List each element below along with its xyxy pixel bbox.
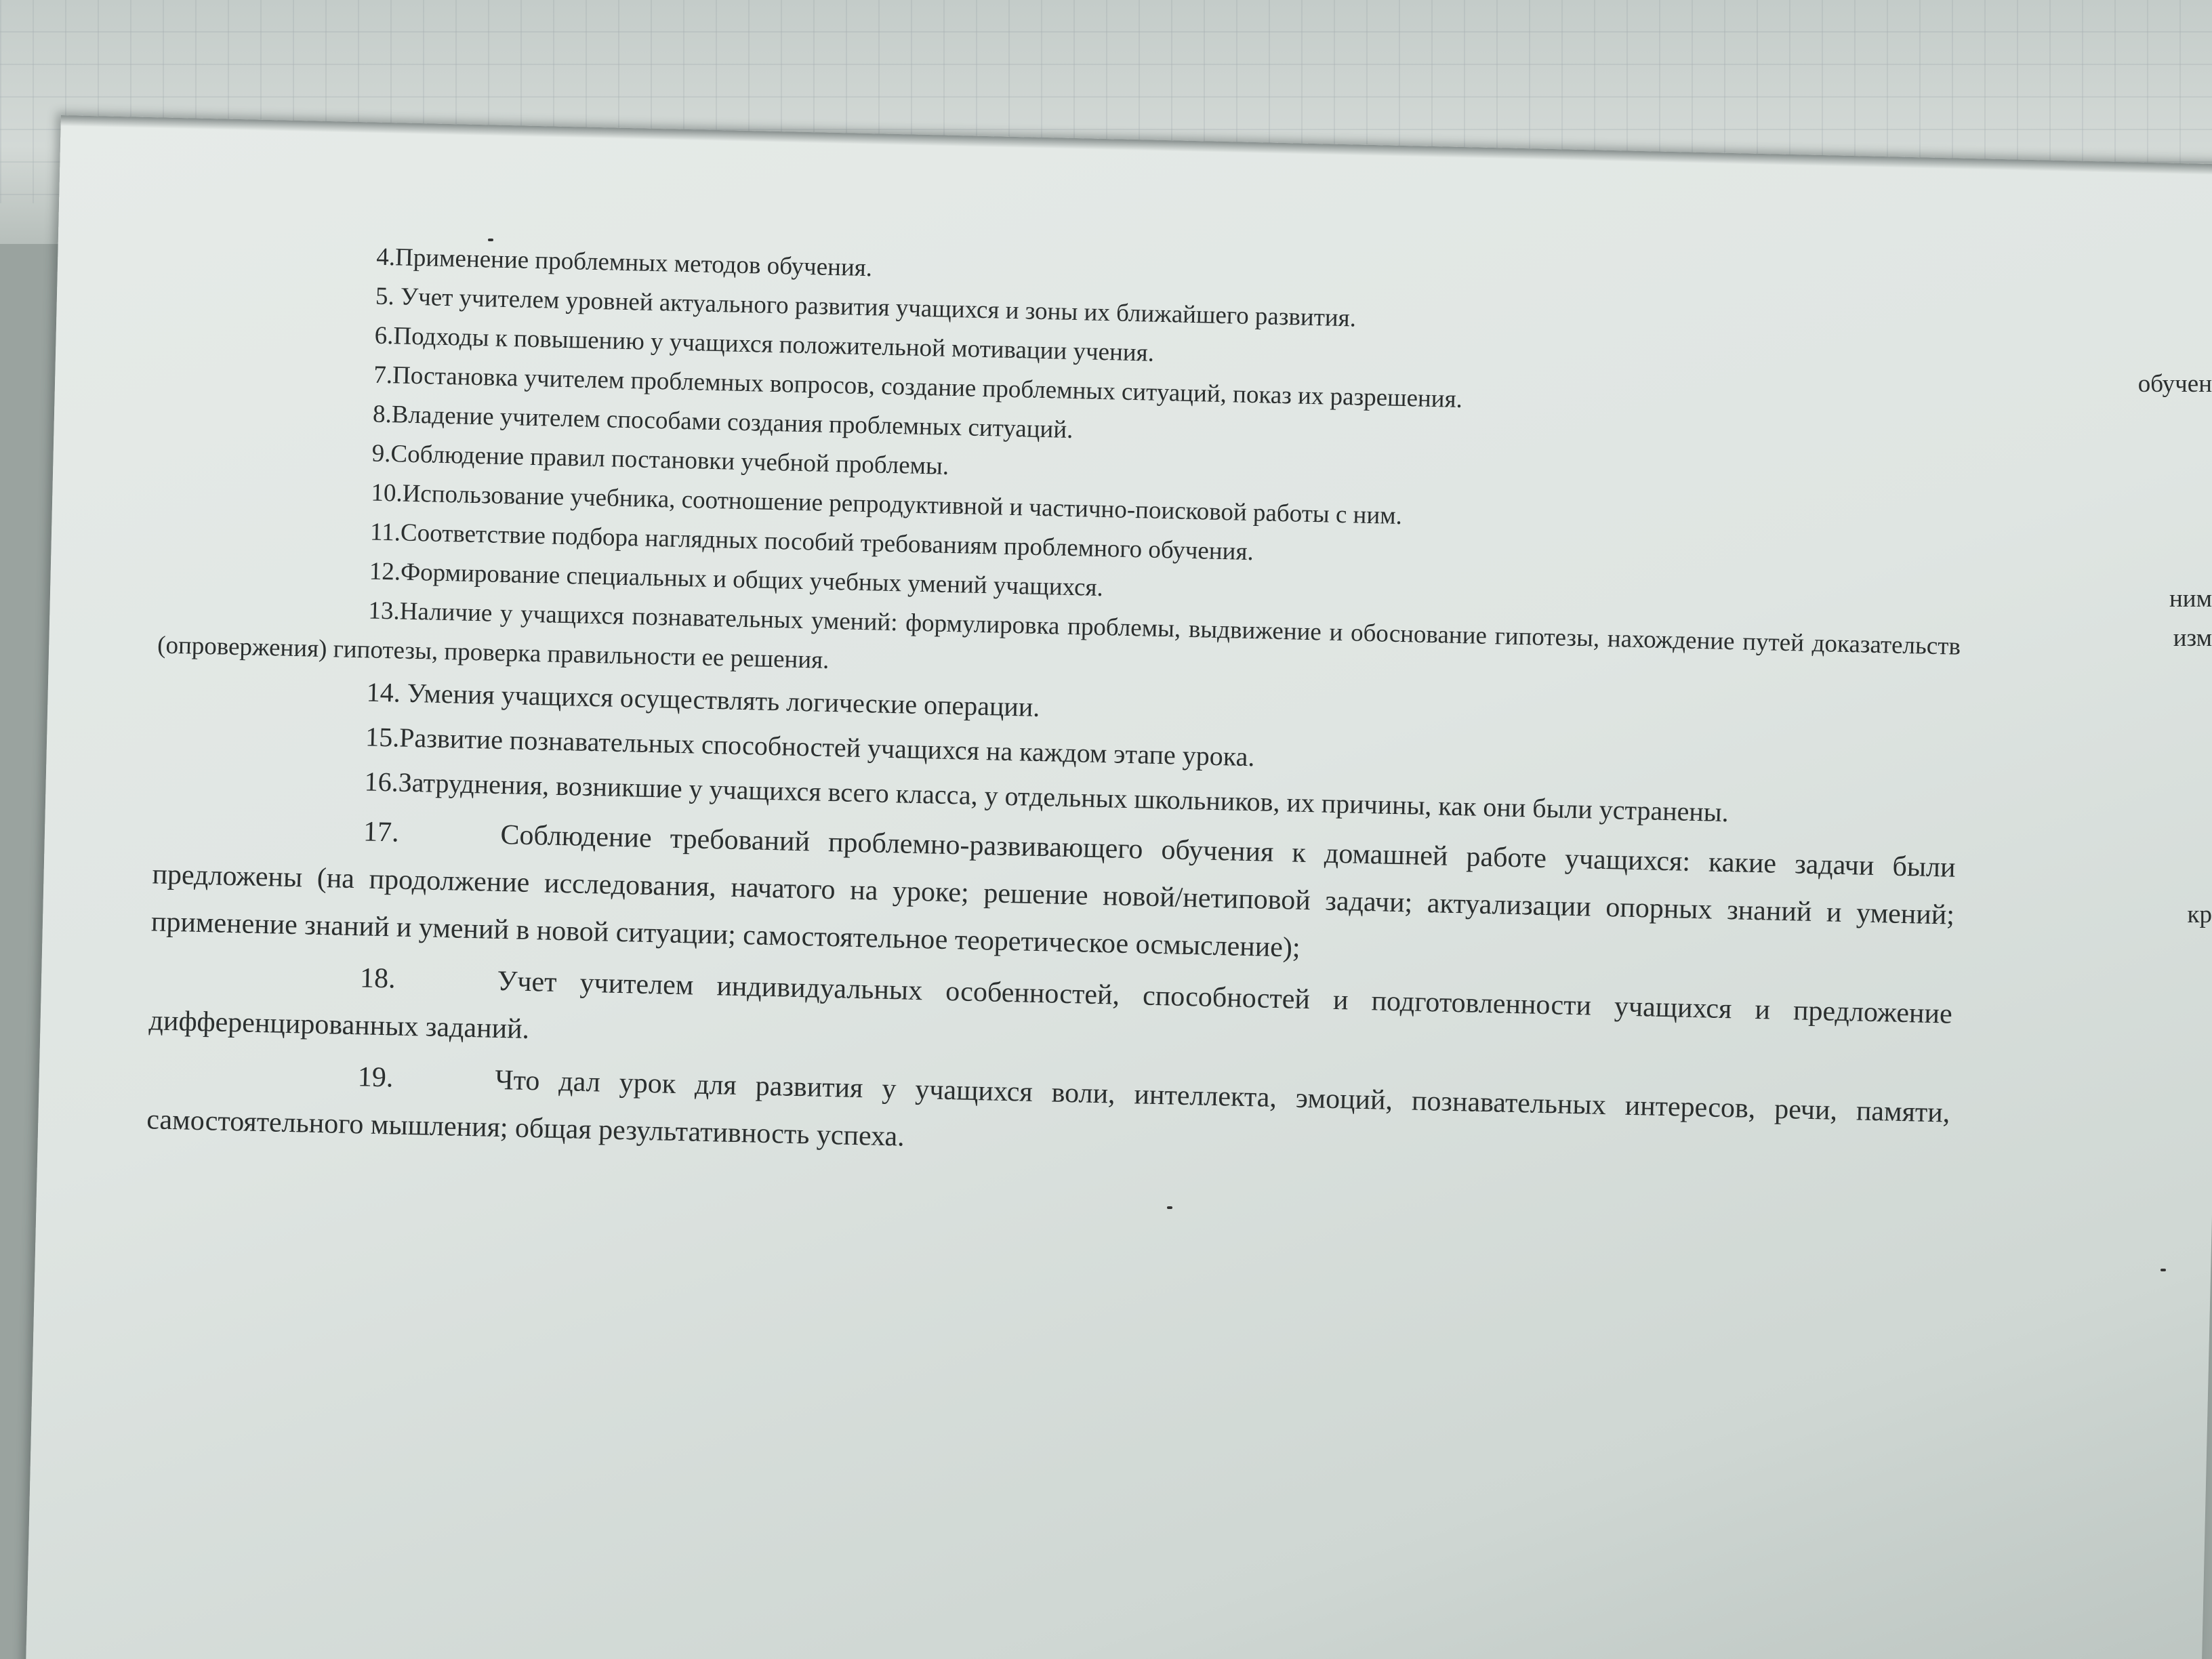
- list-item: 10.Использование учебника, соотношение репродуктивной и частично-поисковой работы с ним.: [371, 478, 1403, 531]
- list-item: 16.Затруднения, возникшие у учащихся всего класса, у отдельных школьников, их причины, как они были устранены.: [364, 766, 1729, 828]
- margin-fragment: обучен: [2137, 370, 2212, 398]
- document-page: [25, 115, 2212, 1659]
- list-item: 18. Учет учителем индивидуальных особенностей, способностей и подготовленности учащихся и предложение дифференцированных заданий.: [148, 962, 1953, 1046]
- speck-mark: [488, 239, 493, 241]
- list-item: 17. Соблюдение требований проблемно-развивающего обучения к домашней работе учащихся: какие задачи были предложены (на продолжение исследования, начатого на уроке; решение новой/нетиповой задачи; актуализации опорных знаний и умений; применение знаний и умений в новой ситуации; самостоятельное теоретическое осмысление);: [150, 816, 1957, 964]
- margin-fragment: ним: [2169, 585, 2212, 613]
- list-item: 7.Постановка учителем проблемных вопросов, создание проблемных ситуаций, показ их разрешения.: [373, 361, 1463, 414]
- speck-mark: [2160, 1269, 2166, 1271]
- list-item: 8.Владение учителем способами создания проблемных ситуаций.: [372, 400, 1073, 444]
- margin-fragment: кр: [2187, 901, 2212, 928]
- list-item: 15.Развитие познавательных способностей учащихся на каждом этапе урока.: [365, 721, 1255, 773]
- margin-fragment: изм: [2173, 624, 2212, 652]
- criteria-list: [146, 233, 1969, 1185]
- list-item: 12.Формирование специальных и общих учебных умений учащихся.: [369, 557, 1104, 602]
- list-item: 19. Что дал урок для развития у учащихся воли, интеллекта, эмоций, познавательных интересов, речи, памяти, самостоятельного мышления; общая результативность успеха.: [146, 1061, 1950, 1153]
- list-item: 13.Наличие у учащихся познавательных умений: формулировка проблемы, выдвижение и обоснование гипотезы, нахождение путей доказательств (опровержения) гипотезы, проверка правильности ее решения.: [157, 596, 1961, 674]
- list-item: 6.Подходы к повышению у учащихся положительной мотивации учения.: [374, 321, 1155, 367]
- list-item: 4.Применение проблемных методов обучения.: [375, 243, 873, 283]
- list-item: 14. Умения учащихся осуществлять логические операции.: [366, 676, 1040, 722]
- list-item: 9.Соблюдение правил постановки учебной проблемы.: [371, 439, 949, 480]
- speck-mark: [1167, 1206, 1172, 1209]
- list-item: 11.Соответствие подбора наглядных пособий требованиям проблемного обучения.: [369, 518, 1254, 567]
- list-item: 5. Учет учителем уровней актуального развития учащихся и зоны их ближайшего развития.: [375, 282, 1357, 333]
